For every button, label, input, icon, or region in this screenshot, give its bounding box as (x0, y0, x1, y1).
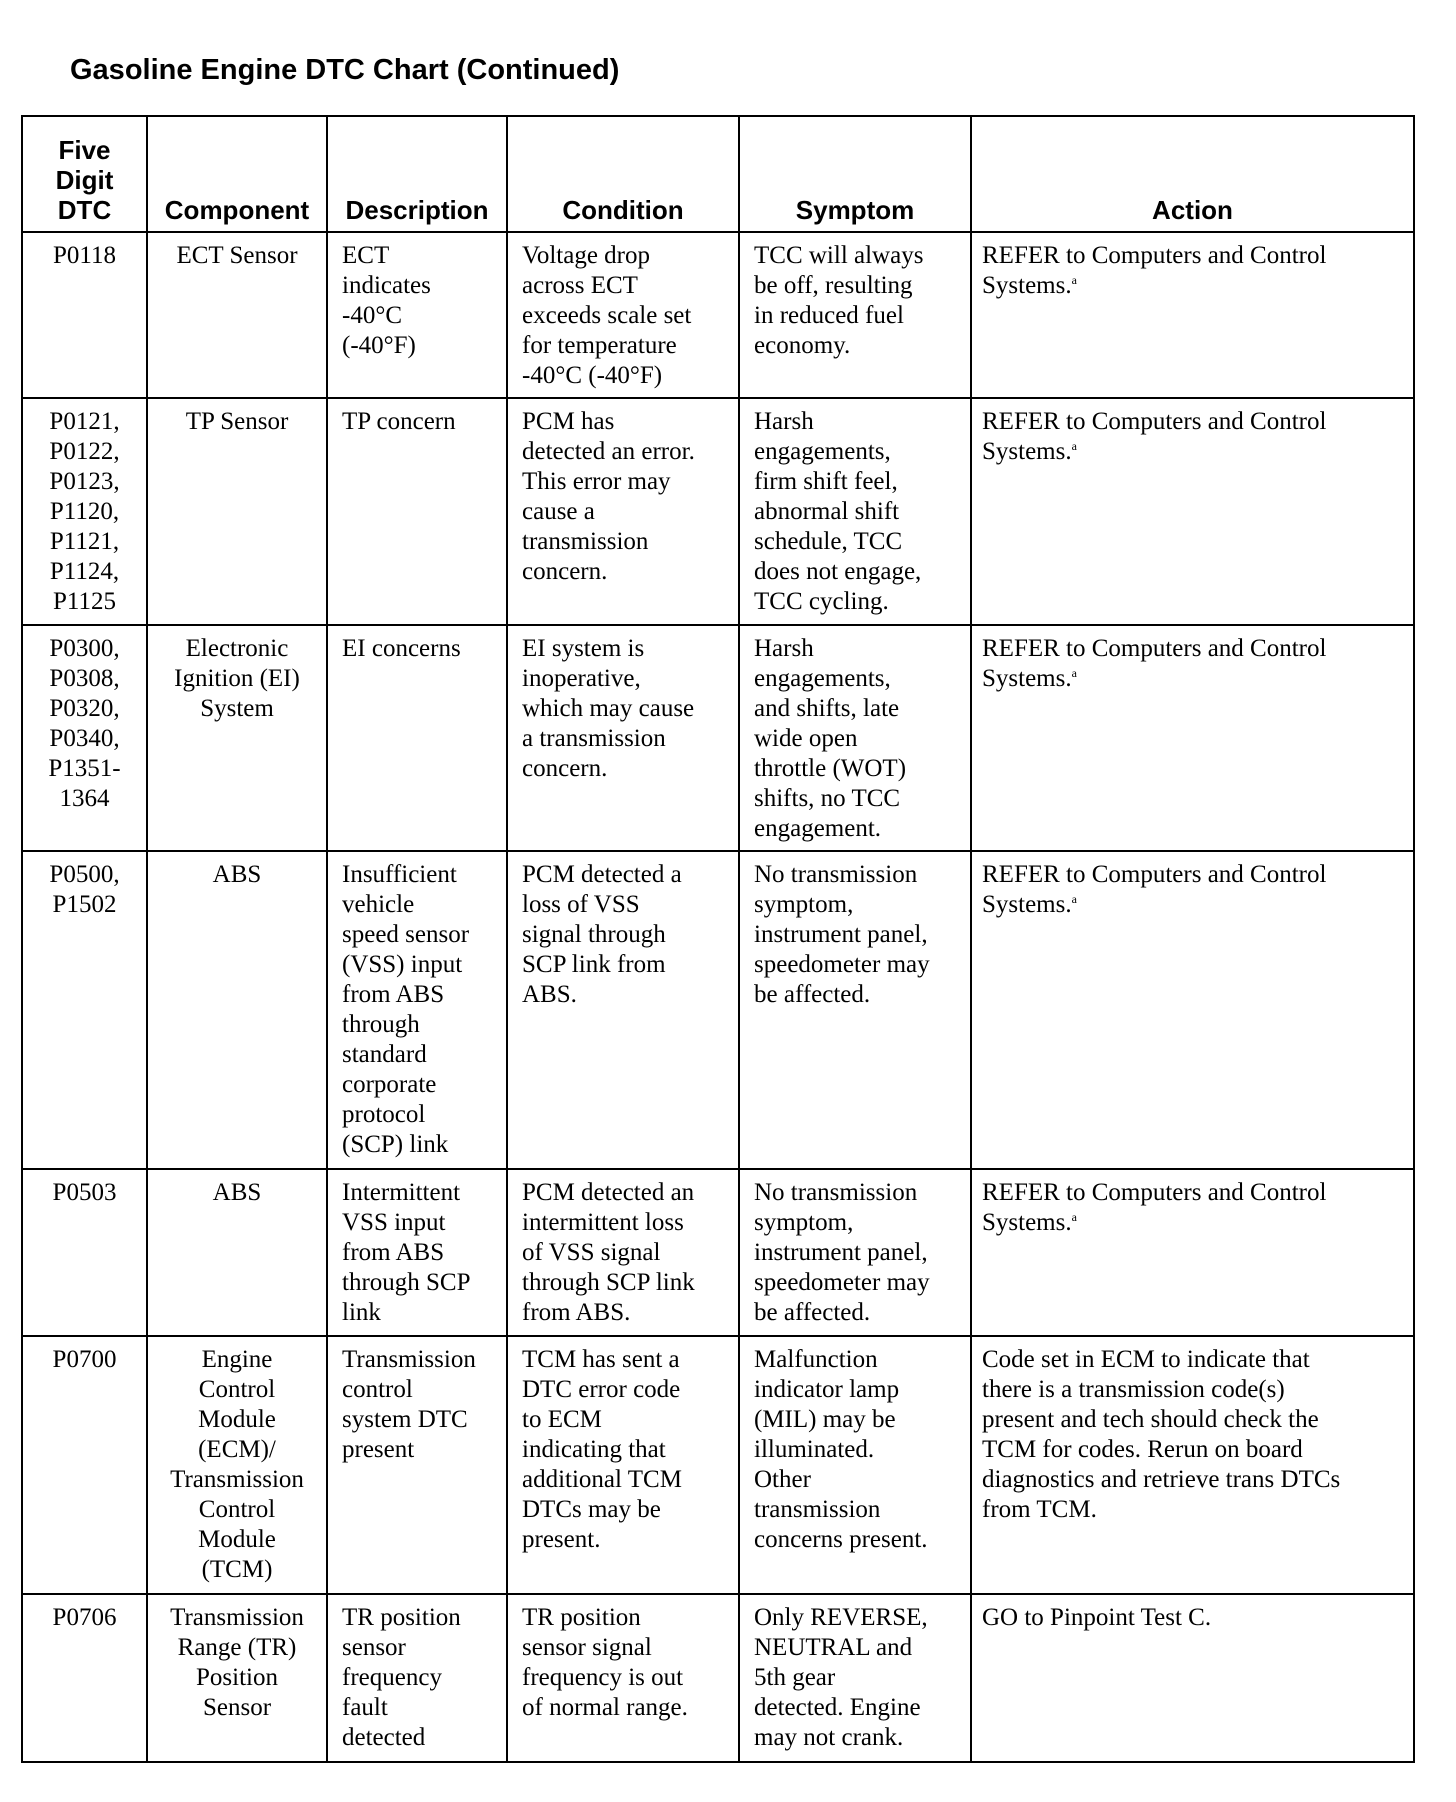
cell-description: ECT indicates -40°C (-40°F) (327, 232, 507, 398)
cell-component: Transmission Range (TR) Position Sensor (147, 1594, 327, 1762)
action-text: REFER to Computers and Control Systems. (982, 1179, 1327, 1236)
cell-description: Insufficient vehicle speed sensor (VSS) input from ABS through standard corporate protocol (SCP) link (327, 851, 507, 1169)
cell-action (971, 1336, 1414, 1594)
cell-description: Intermittent VSS input from ABS through SCP link (327, 1169, 507, 1336)
cell-symptom: Harsh engagements, firm shift feel, abnormal shift schedule, TCC does not engage, TCC cycling. (739, 398, 971, 625)
cell-action (971, 625, 1414, 851)
cell-component: Electronic Ignition (EI) System (147, 625, 327, 851)
cell-dtc: P0503 (22, 1169, 147, 1336)
table-row (22, 1336, 1414, 1594)
table-row (22, 232, 1414, 398)
cell-symptom: No transmission symptom, instrument panel, speedometer may be affected. (739, 1169, 971, 1336)
header-condition: Condition (507, 116, 739, 232)
header-component: Component (147, 116, 327, 232)
cell-dtc: P0121, P0122, P0123, P1120, P1121, P1124, P1125 (22, 398, 147, 625)
cell-description: EI concerns (327, 625, 507, 851)
cell-action (971, 398, 1414, 625)
cell-symptom: Malfunction indicator lamp (MIL) may be illuminated. Other transmission concerns present. (739, 1336, 971, 1594)
table-row (22, 851, 1414, 1169)
cell-component: TP Sensor (147, 398, 327, 625)
cell-description: Transmission control system DTC present (327, 1336, 507, 1594)
action-text: REFER to Computers and Control Systems. (982, 635, 1327, 692)
cell-component: ECT Sensor (147, 232, 327, 398)
cell-component: Engine Control Module (ECM)/ Transmission Control Module (TCM) (147, 1336, 327, 1594)
cell-dtc: P0118 (22, 232, 147, 398)
action-text: REFER to Computers and Control Systems. (982, 408, 1327, 465)
table-row (22, 625, 1414, 851)
cell-condition: Voltage drop across ECT exceeds scale set for temperature -40°C (-40°F) (507, 232, 739, 398)
cell-component: ABS (147, 851, 327, 1169)
cell-condition: TCM has sent a DTC error code to ECM indicating that additional TCM DTCs may be present. (507, 1336, 739, 1594)
cell-symptom: Only REVERSE, NEUTRAL and 5th gear detected. Engine may not crank. (739, 1594, 971, 1762)
cell-condition: EI system is inoperative, which may cause a transmission concern. (507, 625, 739, 851)
action-text: GO to Pinpoint Test C. (982, 1604, 1212, 1631)
header-symptom: Symptom (739, 116, 971, 232)
cell-action (971, 1169, 1414, 1336)
cell-action (971, 1594, 1414, 1762)
page-title: Gasoline Engine DTC Chart (Continued) (70, 54, 620, 86)
table-header-row (22, 116, 1414, 232)
action-text: Code set in ECM to indicate that there is a transmission code(s) present and tech should check the TCM for codes. Rerun on board diagnostics and retrieve trans DTCs from TCM. (982, 1346, 1341, 1523)
header-description: Description (327, 116, 507, 232)
cell-symptom: No transmission symptom, instrument panel, speedometer may be affected. (739, 851, 971, 1169)
footnote-marker: a (1071, 892, 1077, 906)
action-text: REFER to Computers and Control Systems. (982, 861, 1327, 918)
cell-condition: PCM detected a loss of VSS signal through SCP link from ABS. (507, 851, 739, 1169)
table-row (22, 398, 1414, 625)
cell-dtc: P0300, P0308, P0320, P0340, P1351- 1364 (22, 625, 147, 851)
table-row (22, 1594, 1414, 1762)
footnote-marker: a (1071, 273, 1077, 287)
cell-action (971, 851, 1414, 1169)
cell-action (971, 232, 1414, 398)
cell-condition: PCM has detected an error. This error may cause a transmission concern. (507, 398, 739, 625)
header-action: Action (971, 116, 1414, 232)
header-dtc: Five Digit DTC (22, 116, 147, 232)
cell-dtc: P0706 (22, 1594, 147, 1762)
action-text: REFER to Computers and Control Systems. (982, 242, 1327, 299)
footnote-marker: a (1071, 666, 1077, 680)
cell-description: TR position sensor frequency fault detected (327, 1594, 507, 1762)
cell-dtc: P0700 (22, 1336, 147, 1594)
cell-symptom: Harsh engagements, and shifts, late wide open throttle (WOT) shifts, no TCC engagement. (739, 625, 971, 851)
cell-description: TP concern (327, 398, 507, 625)
cell-component: ABS (147, 1169, 327, 1336)
footnote-marker: a (1071, 1210, 1077, 1224)
cell-dtc: P0500, P1502 (22, 851, 147, 1169)
cell-condition: PCM detected an intermittent loss of VSS signal through SCP link from ABS. (507, 1169, 739, 1336)
cell-condition: TR position sensor signal frequency is out of normal range. (507, 1594, 739, 1762)
cell-symptom: TCC will always be off, resulting in reduced fuel economy. (739, 232, 971, 398)
table-row (22, 1169, 1414, 1336)
footnote-marker: a (1071, 439, 1077, 453)
dtc-table (21, 115, 1415, 1763)
